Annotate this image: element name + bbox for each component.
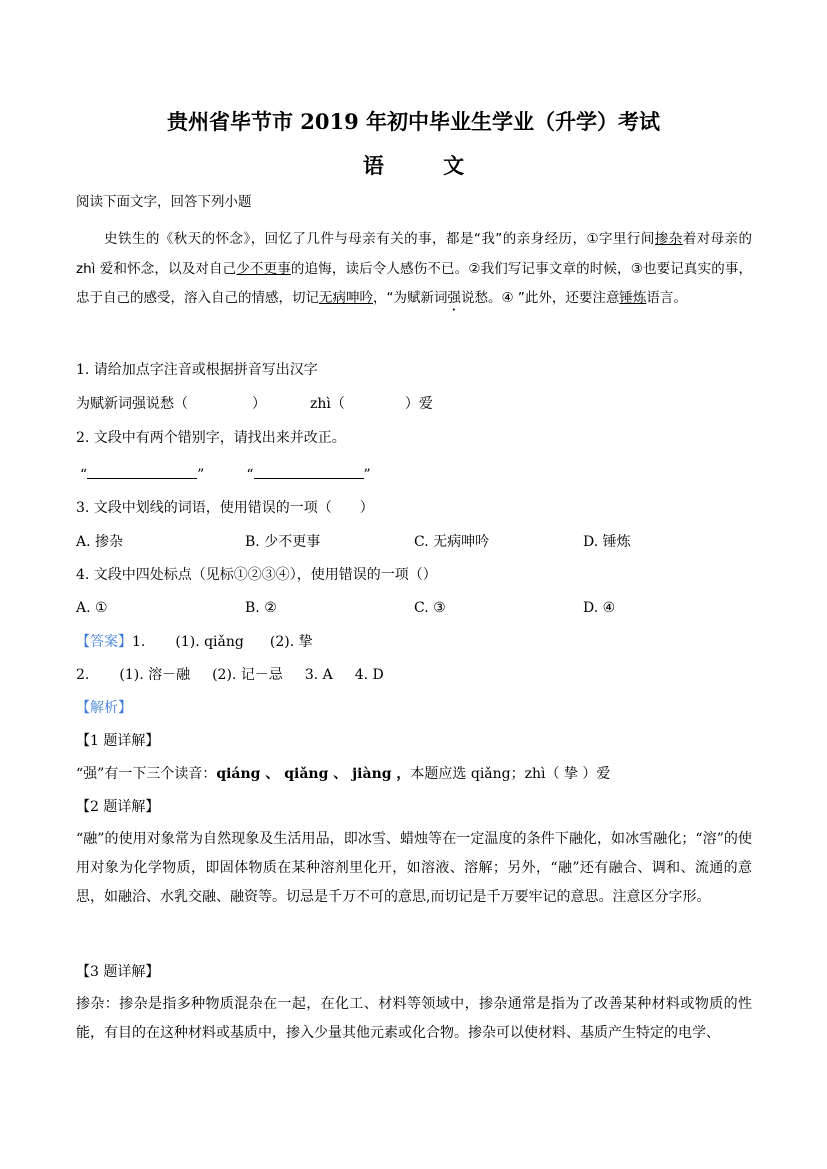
quote-close: ” [197,467,205,483]
q4-option-c: C. ③ [414,600,446,616]
quote-open: “ [246,467,254,483]
q4-option-d: D. ④ [583,600,616,616]
answer-part: (1). 溶－融 [119,667,191,683]
answer-part: 3. A [304,667,333,683]
q3-option-d: D. 锤炼 [583,534,631,550]
answer-tag: 【答案】 [76,634,132,650]
q1-part: ） [252,396,266,412]
analysis-text-1 [76,764,610,784]
underlined-word: 掺杂 [654,231,683,247]
analysis-part: qiáng 、 qiǎng 、 jiàng ， [216,766,411,782]
answer-part: 2. [76,667,90,683]
reading-instruction: 阅读下面文字，回答下列小题 [76,194,252,210]
analysis-tag: 【解析】 [76,700,132,716]
question-3: 3. 文段中划线的词语，使用错误的一项（ ） [76,500,374,516]
analysis-part: “强”有一下三个读音： [76,766,217,782]
q3-option-a: A. 掺杂 [76,534,124,550]
analysis-text-2: “融”的使用对象常为自然现象及生活用品，即冰雪、蜡烛等在一定温度的条件下融化，如冰雪融化；“溶”的使用对象为化学物质，即固体物质在某种溶剂里化开，如溶液、溶解；另外，“融”还有融合、调和、流通的意思，如融洽、水乳交融、融资等。切忌是千万不可的意思,而切记是千万要牢记的意思。注意区分字形。 [76,831,752,905]
answer-part: 4. D [354,667,384,683]
q1-part: zhì（ [310,396,345,412]
q3-option-b: B. 少不更事 [245,534,321,550]
analysis-heading-2: 【2 题详解】 [76,799,160,815]
passage-text: 的追悔，读后令人感伤不已。②我们写记事文章的时候，③也要记真实的事，忠于自己的感受，溶入自己的情感，切记 [76,260,752,306]
question-1-blanks [76,394,433,414]
underlined-word: 少不更事 [236,260,291,277]
underlined-word: 无病呻吟 [319,290,373,306]
q1-part: ）爱 [404,396,433,412]
answer-blank-1 [87,464,197,479]
answer-line-2 [76,665,384,685]
reading-passage [76,225,752,314]
answer-part: (1). qiǎng [175,634,244,650]
answer-blank-2 [254,464,364,479]
passage-text: 说愁。④ ”此外，还要注意 [461,290,620,306]
exam-title: 贵州省毕节市 2019 年初中毕业生学业（升学）考试 [166,109,661,134]
subject-title [0,152,827,180]
question-1: 1. 请给加点字注音或根据拼音写出汉字 [76,362,318,378]
dotted-char: 强 [447,290,461,306]
question-4: 4. 文段中四处标点（见标①②③④），使用错误的一项（） [76,567,437,583]
answer-part: 1. [132,634,146,650]
q4-option-a: A. ① [76,600,108,616]
analysis-part: 本题应选 qiǎng；zhì（ 挚 ）爱 [410,766,611,782]
answer-part: (2). 挚 [269,634,313,650]
q3-option-c: C. 无病呻吟 [414,534,490,550]
question-2-blanks [80,464,371,485]
analysis-text-3: 掺杂：掺杂是指多种物质混杂在一起，在化工、材料等领域中，掺杂通常是指为了改善某种材料或物质的性能，有目的在这种材料或基质中，掺入少量其他元素或化合物。掺杂可以使材料、基质产生特定的电学、 [76,996,752,1041]
q1-part: 为赋新词强说愁（ [76,396,188,412]
passage-text: 着对母亲的 zhì 爱和怀念，以及对自己 [76,231,753,277]
subject-char-left: 语 [362,153,384,178]
q4-option-b: B. ② [245,600,277,616]
underlined-word: 锤炼 [619,290,647,306]
analysis-heading-3: 【3 题详解】 [76,964,160,980]
passage-text: ，“为赋新词 [373,290,448,306]
quote-open: “ [80,467,88,483]
answer-line-1 [76,632,313,652]
analysis-heading-1: 【1 题详解】 [76,733,160,749]
question-2: 2. 文段中有两个错别字，请找出来并改正。 [76,430,346,446]
passage-text: 史铁生的《秋天的怀念》，回忆了几件与母亲有关的事，都是“我”的亲身经历，①字里行间 [104,231,655,247]
quote-close: ” [363,467,371,483]
passage-text: 语言。 [646,290,687,306]
answer-part: (2). 记－忌 [212,667,283,683]
subject-char-right: 文 [443,153,465,178]
